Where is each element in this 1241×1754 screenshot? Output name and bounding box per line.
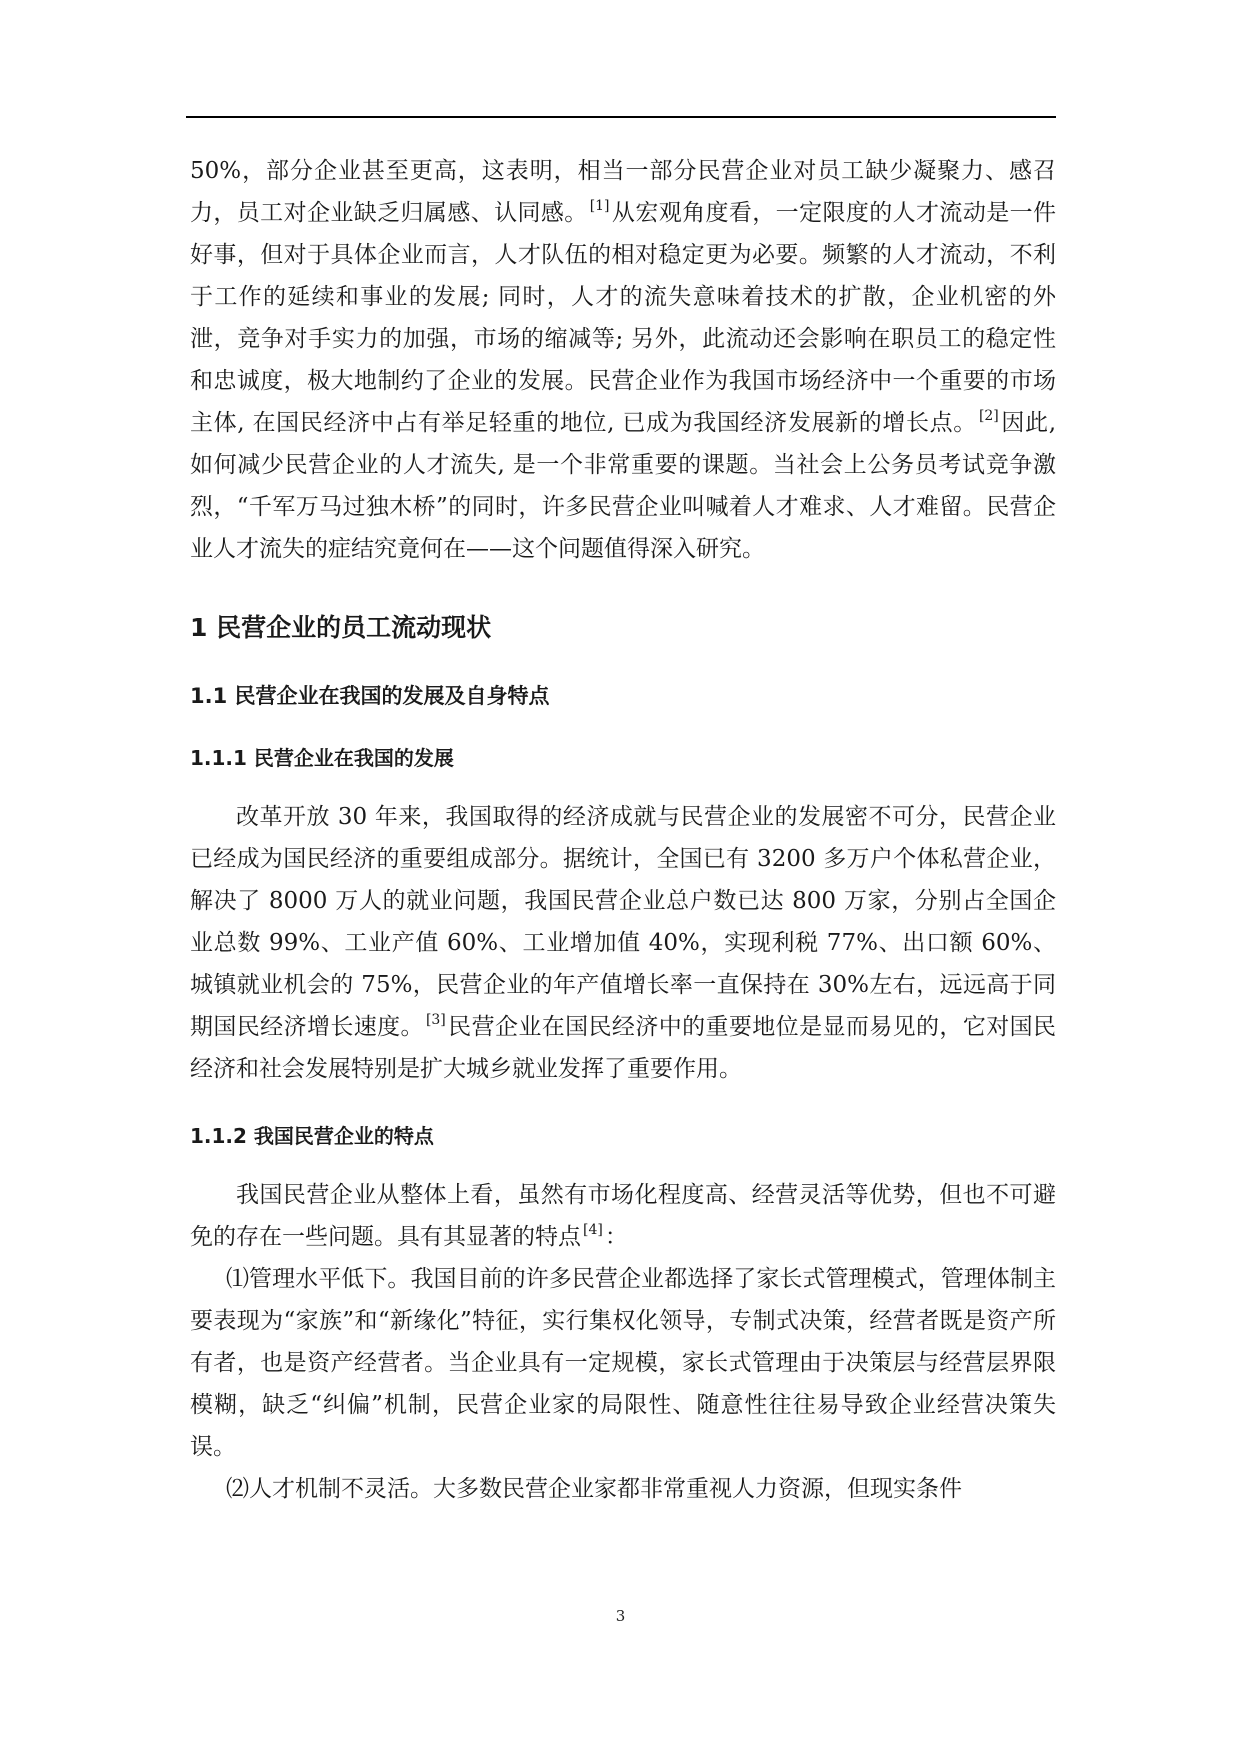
section-heading-1-1-2: 1.1.2 我国民营企业的特点: [190, 1124, 434, 1148]
citation-ref-4[interactable]: [4]: [583, 1222, 603, 1238]
intro-paragraph: [190, 150, 1056, 570]
page-number: 3: [615, 1607, 626, 1625]
header-rule: [186, 116, 1056, 118]
intro-text-b: 从宏观角度看，一定限度的人才流动是一件好事，但对于具体企业而言，人才队伍的相对稳定更为必要。频繁的人才流动，不利于工作的延续和事业的发展; 同时，人才的流失意味着技术的扩散，企业机密的外泄，竞争对手实力的加强，市场的缩减等; 另外，此流动还会影响在职员工的稳定性和忠诚度，极大地制约了企业的发展。民营企业作为我国市场经济中一个重要的市场主体, 在国民经济中占有举足轻重的地位, 已成为我国经济发展新的增长点。: [190, 200, 1057, 436]
page-body: [190, 150, 1056, 1510]
citation-ref-2[interactable]: [2]: [978, 408, 999, 424]
features-text-a: 我国民营企业从整体上看，虽然有市场化程度高、经营灵活等优势，但也不可避免的存在一些问题。具有其显著的特点: [190, 1182, 1056, 1250]
intro-text-c: 因此, 如何减少民营企业的人才流失, 是一个非常重要的课题。当社会上公务员考试竞争激烈，“千军万马过独木桥”的同时，许多民营企业叫喊着人才难求、人才难留。民营企业人才流失的症结究竟何在——这个问题值得深入研究。: [190, 410, 1057, 562]
citation-ref-1[interactable]: [1]: [589, 198, 610, 214]
intro-text-a: 50%，部分企业甚至更高，这表明，相当一部分民营企业对员工缺少凝聚力、感召力，员工对企业缺乏归属感、认同感。: [190, 158, 1056, 226]
section-heading-1: 1 民营企业的员工流动现状: [190, 613, 492, 642]
section-heading-1-1: 1.1 民营企业在我国的发展及自身特点: [190, 684, 550, 708]
features-intro-paragraph: [190, 1174, 1056, 1258]
features-text-b: ：: [604, 1224, 628, 1250]
development-paragraph: [190, 796, 1056, 1090]
citation-ref-3[interactable]: [3]: [425, 1012, 446, 1028]
section-heading-1-1-1: 1.1.1 民营企业在我国的发展: [190, 746, 454, 770]
list-item-management: ⑴管理水平低下。我国目前的许多民营企业都选择了家长式管理模式，管理体制主要表现为“家族”和“新缘化”特征，实行集权化领导，专制式决策，经营者既是资产所有者，也是资产经营者。当企业具有一定规模，家长式管理由于决策层与经营层界限模糊，缺乏“纠偏”机制，民营企业家的局限性、随意性往往易导致企业经营决策失误。: [190, 1266, 1056, 1460]
list-item-talent-mechanism: ⑵人才机制不灵活。大多数民营企业家都非常重视人力资源，但现实条件: [226, 1476, 962, 1502]
development-text-b: 民营企业在国民经济中的重要地位是显而易见的，它对国民经济和社会发展特别是扩大城乡就业发挥了重要作用。: [190, 1014, 1057, 1082]
development-text-a: 改革开放 30 年来，我国取得的经济成就与民营企业的发展密不可分，民营企业已经成为国民经济的重要组成部分。据统计，全国已有 3200 多万户个体私营企业，解决了 8000 万人的就业问题，我国民营企业总户数已达 800 万家，分别占全国企业总数 99%、工业产值 60%、工业增加值 40%，实现利税 77%、出口额 60%、城镇就业机会的 75%，民营企业的年产值增长率一直保持在 30%左右，远远高于同期国民经济增长速度。: [190, 804, 1056, 1040]
